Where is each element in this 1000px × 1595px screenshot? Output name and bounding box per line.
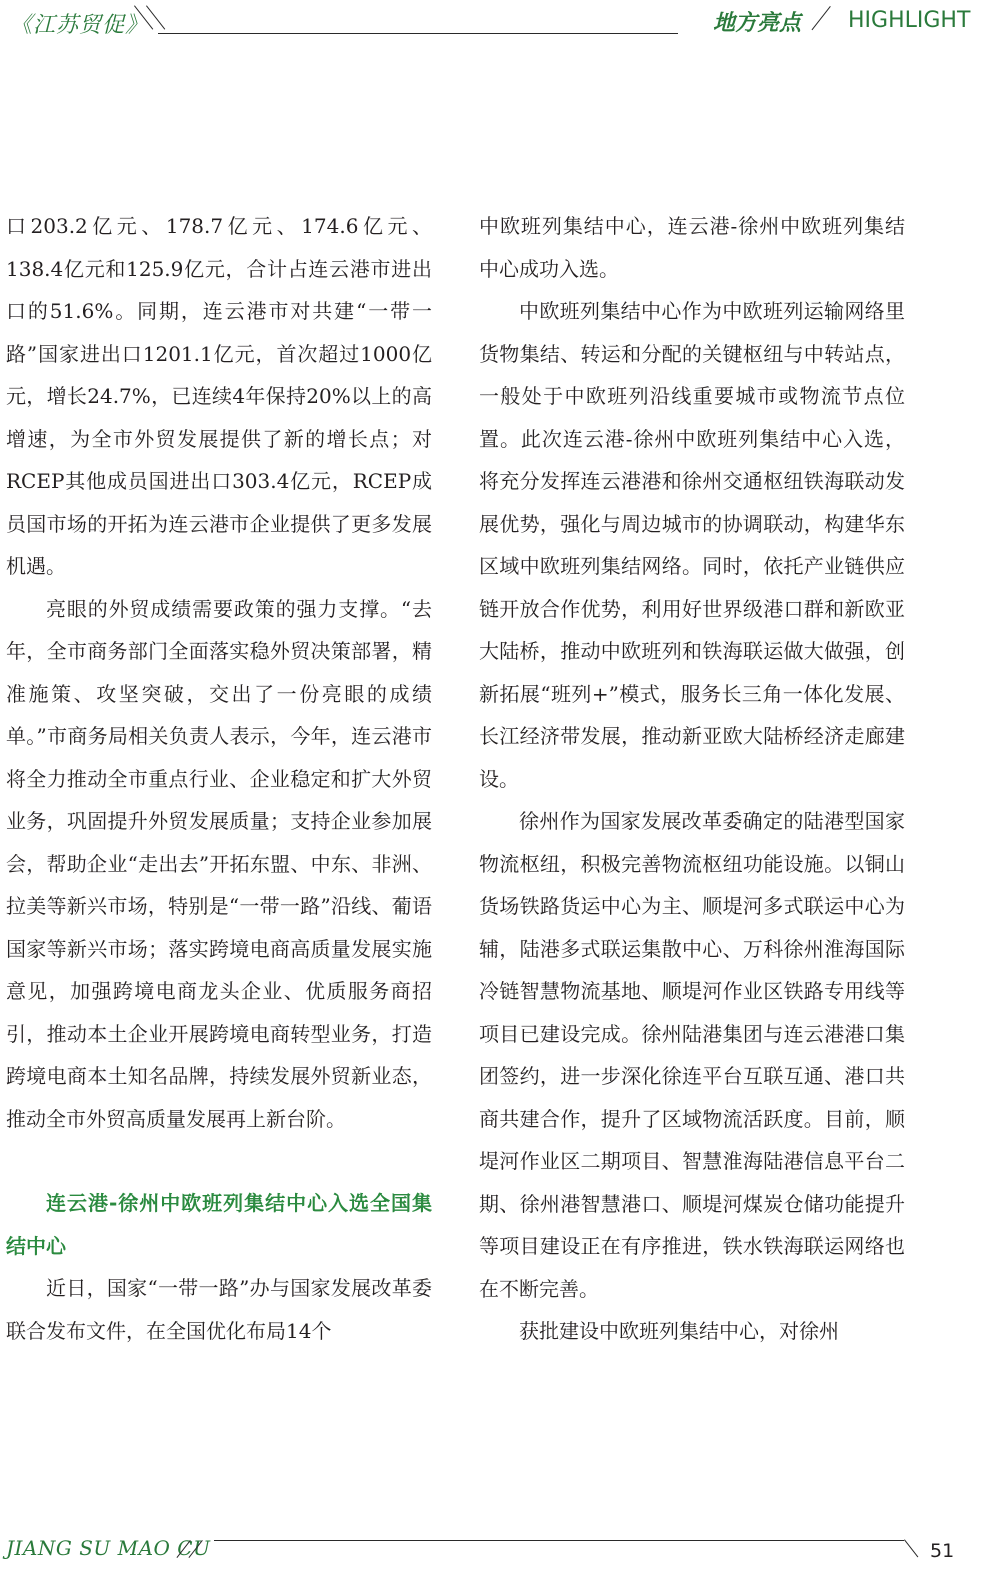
section-label: HIGHLIGHT <box>848 8 971 33</box>
paragraph: 亮眼的外贸成绩需要政策的强力支撑。“去年，全市商务部门全面落实稳外贸决策部署，精准施策、攻坚突破，交出了一份亮眼的成绩单。”市商务局相关负责人表示，今年，连云港市将全力推动全市重点行业、企业稳定和扩大外贸业务，巩固提升外贸发展质量；支持企业参加展会，帮助企业“走出去”开拓东盟、中东、非洲、拉美等新兴市场，特别是“一带一路”沿线、葡语国家等新兴市场；落实跨境电商高质量发展实施意见，加强跨境电商龙头企业、优质服务商招引，推动本土企业开展跨境电商转型业务，打造跨境电商本土知名品牌，持续发展外贸新业态，推动全市外贸高质量发展再上新台阶。 <box>6 596 432 1131</box>
right-column <box>479 205 905 1353</box>
paragraph: 近日，国家“一带一路”办与国家发展改革委联合发布文件，在全国优化布局14个 <box>6 1276 432 1343</box>
paragraph: 中欧班列集结中心，连云港-徐州中欧班列集结中心成功入选。 <box>479 214 905 281</box>
header-rule <box>158 33 678 34</box>
footer-rule <box>214 1540 904 1541</box>
footer-brand: JIANG SU MAO CU <box>6 1536 211 1560</box>
header-divider <box>812 6 831 30</box>
section-title: 地方亮点 <box>713 10 802 36</box>
paragraph: 口203.2亿元、178.7亿元、174.6亿元、138.4亿元和125.9亿元，合计占连云港市进出口的51.6%。同期，连云港市对共建“一带一路”国家进出口1201.1亿元，首次超过1000亿元，增长24.7%，已连续4年保持20%以上的高增速，为全市外贸发展提供了新的增长点；对RCEP其他成员国进出口303.4亿元，RCEP成员国市场的开拓为连云港市企业提供了更多发展机遇。 <box>6 214 432 578</box>
paragraph: 徐州作为国家发展改革委确定的陆港型国家物流枢纽，积极完善物流枢纽功能设施。以铜山货场铁路货运中心为主、顺堤河多式联运中心为辅，陆港多式联运集散中心、万科徐州淮海国际冷链智慧物流基地、顺堤河作业区铁路专用线等项目已建设完成。徐州陆港集团与连云港港口集团签约，进一步深化徐连平台互联互通、港口共商共建合作，提升了区域物流活跃度。目前，顺堤河作业区二期项目、智慧淮海陆港信息平台二期、徐州港智慧港口、顺堤河煤炭仓储功能提升等项目建设正在有序推进，铁水铁海联运网络也在不断完善。 <box>479 809 905 1301</box>
paragraph: 获批建设中欧班列集结中心，对徐州 <box>519 1319 839 1343</box>
subheading: 连云港-徐州中欧班列集结中心入选全国集结中心 <box>6 1191 432 1258</box>
page-number: 51 <box>930 1540 955 1562</box>
paragraph: 中欧班列集结中心作为中欧班列运输网络里货物集结、转运和分配的关键枢纽与中转站点，一般处于中欧班列沿线重要城市或物流节点位置。此次连云港-徐州中欧班列集结中心入选，将充分发挥连云港港和徐州交通枢纽铁海联动发展优势，强化与周边城市的协调联动，构建华东区域中欧班列集结网络。同时，依托产业链供应链开放合作优势，利用好世界级港口群和新欧亚大陆桥，推动中欧班列和铁海联运做大做强，创新拓展“班列+”模式，服务长三角一体化发展、长江经济带发展，推动新亚欧大陆桥经济走廊建设。 <box>479 299 905 791</box>
footer-divider <box>904 1539 918 1557</box>
left-column <box>6 205 432 1352</box>
magazine-brand: 《江苏贸促》 <box>10 13 149 38</box>
